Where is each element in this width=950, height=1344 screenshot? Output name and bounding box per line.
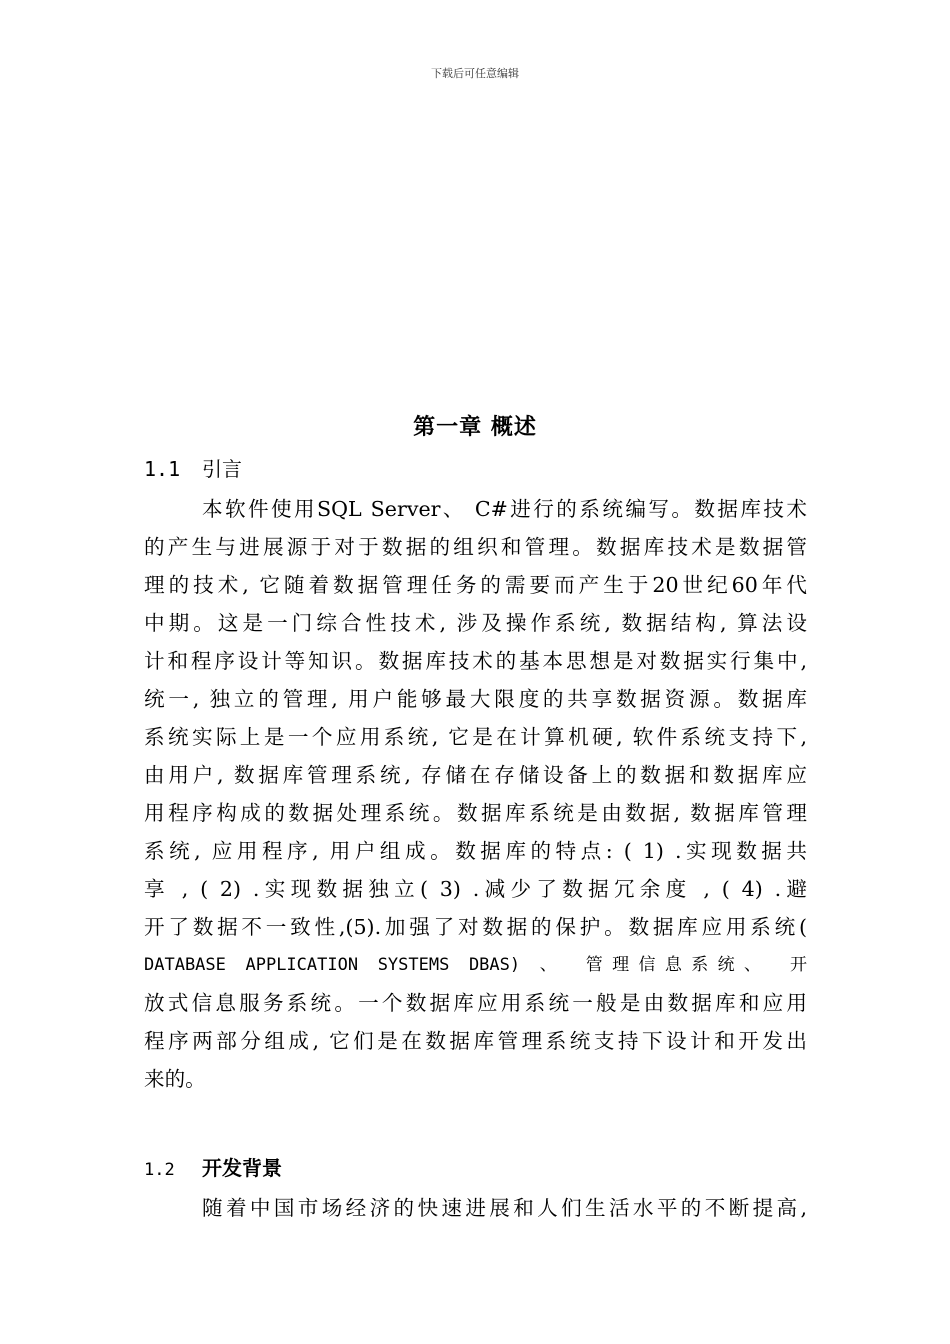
paragraph-line: 理的技术, 它随着数据管理任务的需要而产生于20世纪60年代: [144, 573, 807, 597]
section-number: 1.2: [144, 1160, 175, 1180]
chapter-title: 第一章 概述: [413, 415, 537, 440]
paragraph-line: 用程序构成的数据处理系统。数据库系统是由数据, 数据库管理: [144, 801, 807, 825]
paragraph-line: 程序两部分组成, 它们是在数据库管理系统支持下设计和开发出: [144, 1029, 807, 1053]
paragraph-line: 计和程序设计等知识。数据库技术的基本思想是对数据实行集中,: [144, 649, 807, 673]
section-heading-1-1: [144, 453, 242, 485]
section-title: 开发背景: [202, 1156, 282, 1180]
paragraph-line: 随着中国市场经济的快速进展和人们生活水平的不断提高,: [202, 1196, 807, 1220]
paragraph-line: 中期。这是一门综合性技术, 涉及操作系统, 数据结构, 算法设: [144, 611, 807, 635]
paragraph-line: 本软件使用SQL Server、 C#进行的系统编写。数据库技术: [202, 497, 807, 521]
paragraph-line: 来的。: [144, 1067, 206, 1091]
section-1-2-paragraph: [144, 1189, 807, 1227]
paragraph-line: 由用户, 数据库管理系统, 存储在存储设备上的数据和数据库应: [144, 763, 807, 787]
paragraph-line: 享 , ( 2) .实现数据独立( 3) .减少了数据冗余度 , ( 4) .避: [144, 877, 807, 901]
paragraph-line: 开了数据不一致性,(5).加强了对数据的保护。数据库应用系统(: [144, 915, 807, 939]
paragraph-line: 的产生与进展源于对于数据的组织和管理。数据库技术是数据管: [144, 535, 807, 559]
page-header-note: 下载后可任意编辑: [431, 67, 519, 80]
section-heading-1-2: [144, 1152, 282, 1184]
section-number: 1.1: [144, 457, 181, 481]
paragraph-line: 系统实际上是一个应用系统, 它是在计算机硬, 软件系统支持下,: [144, 725, 807, 749]
section-1-1-paragraph: [144, 490, 807, 1098]
paragraph-line: 系统, 应用程序, 用户组成。数据库的特点: ( 1) .实现数据共: [144, 839, 807, 863]
section-title: 引言: [202, 457, 242, 481]
paragraph-line: DATABASE APPLICATION SYSTEMS DBAS) 、 管理信息系统、 开: [144, 955, 807, 975]
paragraph-line: 放式信息服务系统。一个数据库应用系统一般是由数据库和应用: [144, 991, 807, 1015]
paragraph-line: 统一, 独立的管理, 用户能够最大限度的共享数据资源。数据库: [144, 687, 807, 711]
